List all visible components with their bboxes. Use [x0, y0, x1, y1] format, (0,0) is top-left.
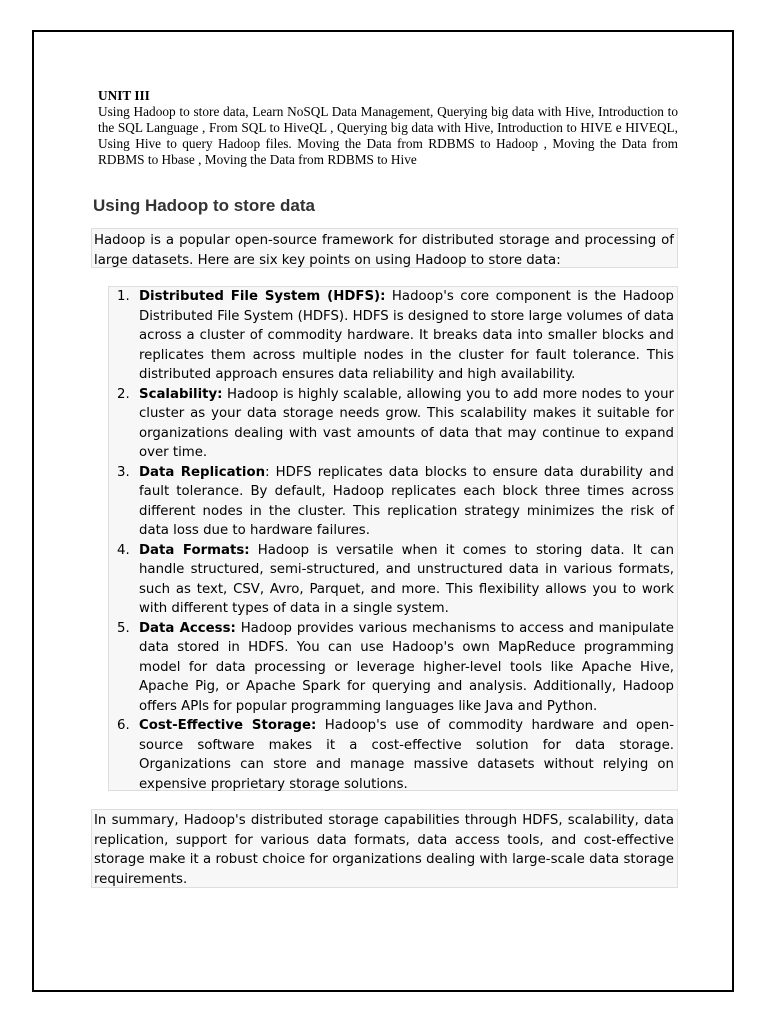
list-text: Hadoop is versatile when it comes to storing data. It can handle structured, semi-structured, and unstructured data in various formats, such as text, CSV, Avro, Parquet, and more. This flexibility allows you to work with different types of data in a single system. — [139, 542, 675, 616]
list-number: 2. — [117, 386, 130, 402]
list-text: : HDFS replicates data blocks to ensure data durability and fault tolerance. By default, Hadoop replicates each block three times across different nodes in the cluster. This replication strategy minimizes the risk of data loss due to hardware failures. — [139, 464, 674, 538]
list-item — [109, 541, 677, 619]
list-text: Hadoop's use of commodity hardware and open-source software makes it a cost-effective solution for data storage. Organizations can store and manage massive datasets without relying on expensive proprietary storage solutions. — [139, 718, 674, 792]
list-term: Cost-Effective Storage: — [139, 718, 317, 733]
list-term: Data Replication — [139, 464, 266, 480]
list-item — [109, 287, 677, 385]
list-number: 1. — [117, 289, 130, 304]
unit-topics: Using Hadoop to store data, Learn NoSQL Data Management, Querying big data with Hive, Introduction to the SQL Language , From SQL to HiveQL , Querying big data with Hive, Introduction to HIVE e HIVEQL, Using Hive to query Hadoop files. Moving the Data from RDBMS to Hadoop , Moving the Data from RDBMS to Hbase , Moving the Data from RDBMS to Hive — [98, 104, 678, 167]
summary-paragraph: In summary, Hadoop's distributed storage capabilities through HDFS, scalability, data replication, support for various data formats, data access tools, and cost-effective storage make it a robust choice for organizations dealing with large-scale data storage requirements. — [91, 809, 678, 888]
list-number: 4. — [117, 542, 130, 558]
list-item — [109, 463, 677, 541]
list-term: Data Formats: — [139, 542, 250, 558]
key-points-list — [108, 286, 678, 791]
list-term: Distributed File System (HDFS): — [139, 289, 386, 304]
unit-title: UNIT III — [98, 88, 150, 103]
list-text: Hadoop is highly scalable, allowing you to add more nodes to your cluster as your data storage needs grow. This scalability makes it suitable for organizations dealing with vast amounts of data that may continue to expand over time. — [139, 386, 674, 460]
intro-paragraph: Hadoop is a popular open-source framework for distributed storage and processing of large datasets. Here are six key points on using Hadoop to store data: — [91, 228, 678, 268]
section-heading: Using Hadoop to store data — [93, 196, 315, 215]
list-text: Hadoop provides various mechanisms to access and manipulate data stored in HDFS. You can use Hadoop's own MapReduce programming model for data processing or leverage higher-level tools like Apache Hive, Apache Pig, or Apache Spark for querying and analysis. Additionally, Hadoop offers APIs for popular programming languages like Java and Python. — [139, 620, 674, 714]
list-number: 6. — [117, 718, 130, 733]
list-number: 3. — [117, 464, 130, 480]
list-term: Scalability: — [139, 386, 223, 402]
list-item — [109, 716, 677, 794]
list-term: Data Access: — [139, 620, 236, 636]
unit-block — [98, 88, 678, 168]
list-item — [109, 385, 677, 463]
list-number: 5. — [117, 620, 130, 636]
list-text: Hadoop's core component is the Hadoop Distributed File System (HDFS). HDFS is designed to store large volumes of data across a cluster of commodity hardware. It breaks data into smaller blocks and replicates them across multiple nodes in the cluster for fault tolerance. This distributed approach ensures data reliability and high availability. — [139, 289, 674, 382]
list-item — [109, 619, 677, 717]
